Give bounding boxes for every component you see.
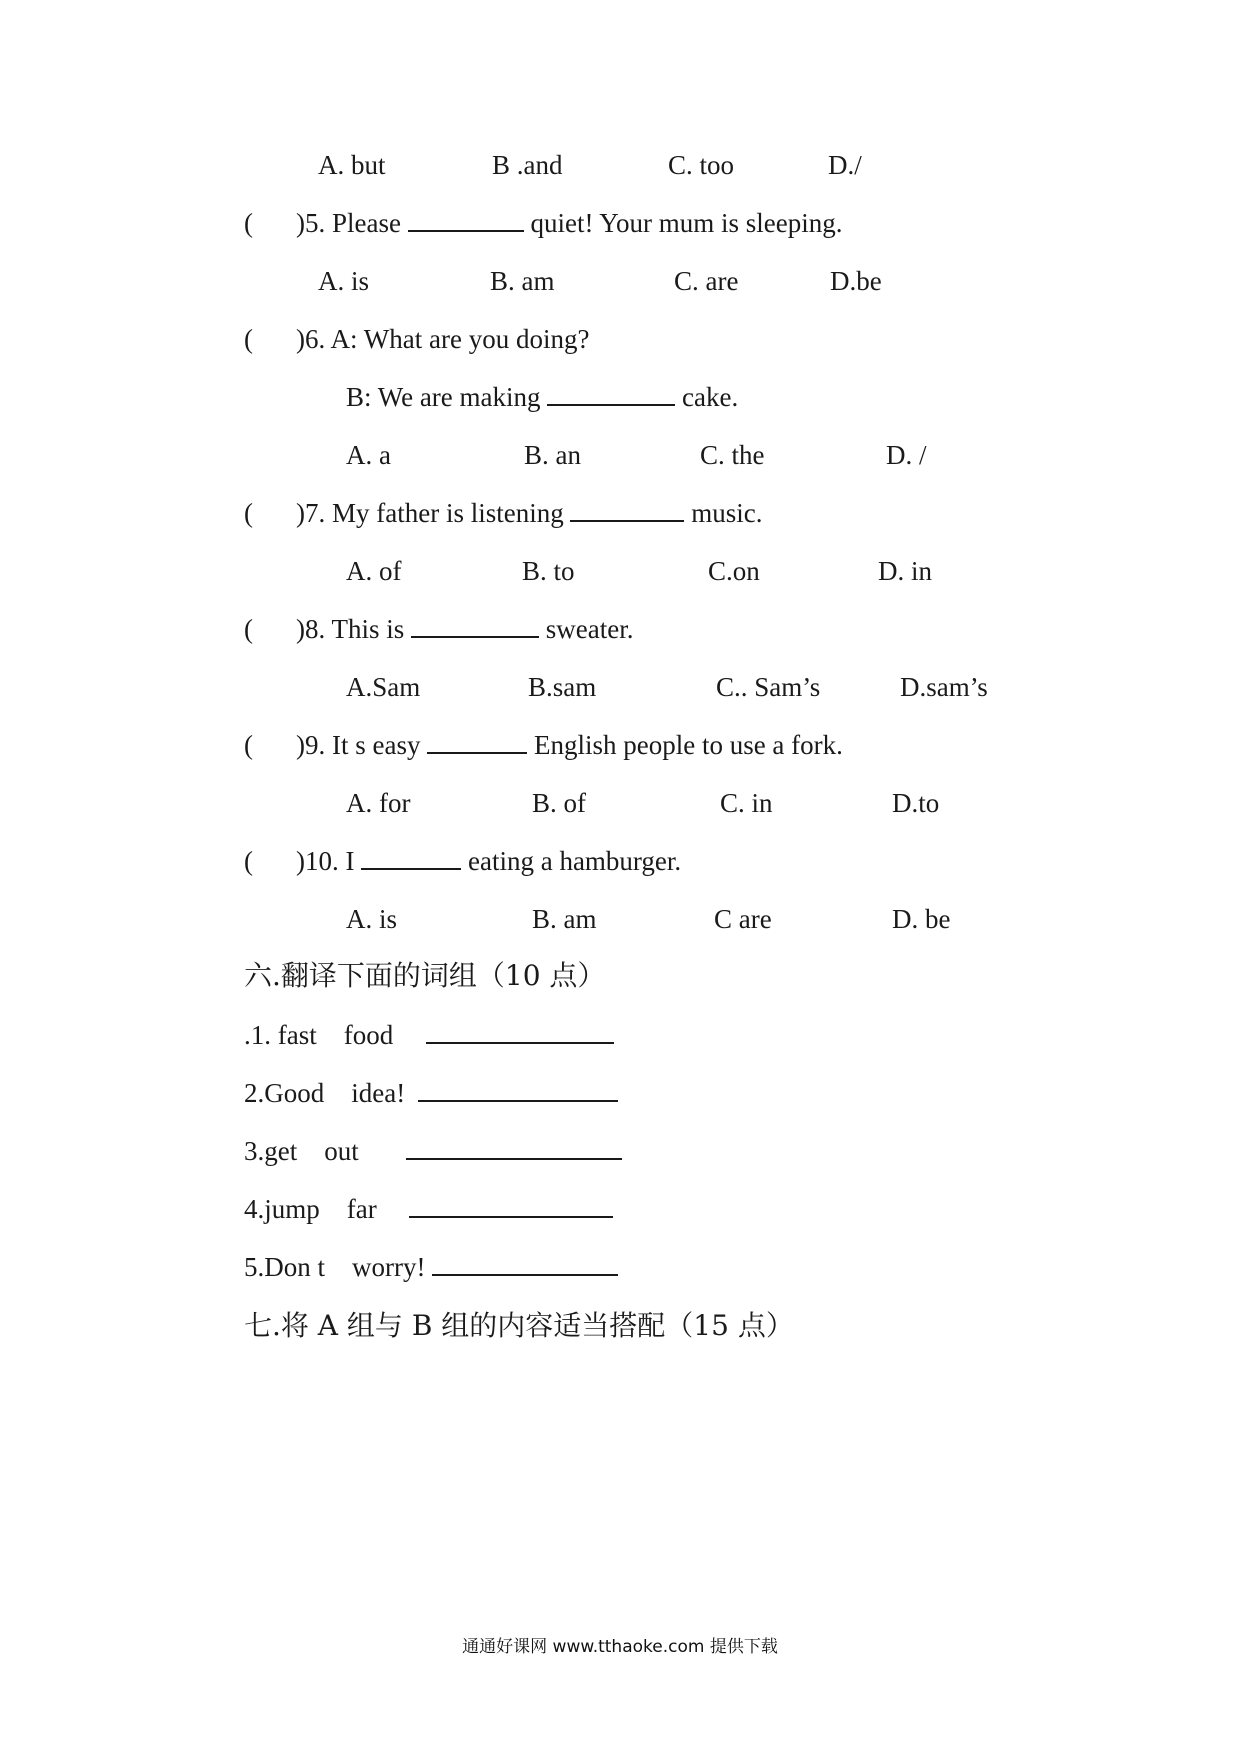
- question-7-stem: [296, 496, 762, 530]
- stem-pre: )8. This is: [296, 614, 405, 644]
- answer-blank[interactable]: [418, 1078, 618, 1102]
- option-c: C. in: [720, 788, 773, 818]
- page-footer: 通通好课网 www.tthaoke.com 提供下载: [462, 1637, 778, 1657]
- answer-paren: (: [244, 846, 253, 876]
- option-c: C.on: [708, 556, 760, 586]
- stem-pre: )10. I: [296, 846, 355, 876]
- answer-blank[interactable]: [409, 1194, 613, 1218]
- answer-blank[interactable]: [406, 1136, 622, 1160]
- option-b: B.sam: [528, 672, 597, 702]
- answer-blank[interactable]: [427, 730, 527, 754]
- option-d: D. be: [892, 904, 951, 934]
- translation-item: [244, 1192, 613, 1226]
- q4-option-c: C. too: [668, 150, 735, 180]
- sub-pre: B: We are making: [346, 382, 541, 412]
- option-a: A. is: [346, 904, 398, 934]
- option-b: B. am: [490, 266, 555, 296]
- translation-item: [244, 1076, 618, 1110]
- answer-paren: (: [244, 614, 253, 644]
- answer-blank[interactable]: [570, 498, 684, 522]
- answer-paren: (: [244, 324, 253, 354]
- option-c: C. are: [674, 266, 739, 296]
- stem-pre: )5. Please: [296, 208, 401, 238]
- question-8-stem: [296, 612, 633, 646]
- option-b: B. of: [532, 788, 586, 818]
- option-a: A. is: [318, 266, 370, 296]
- sub-post: cake.: [682, 382, 739, 412]
- option-b: B. to: [522, 556, 575, 586]
- stem-post: English people to use a fork.: [533, 730, 843, 760]
- stem-post: quiet! Your mum is sleeping.: [530, 208, 843, 238]
- option-c: C.. Sam’s: [716, 672, 821, 702]
- answer-blank[interactable]: [426, 1020, 614, 1044]
- item-text: .1. fast food: [244, 1020, 394, 1050]
- item-text: 5.Don t worry!: [244, 1252, 426, 1282]
- option-b: B. an: [524, 440, 581, 470]
- option-a: A.Sam: [346, 672, 421, 702]
- option-d: D. in: [878, 556, 932, 586]
- answer-blank[interactable]: [361, 846, 461, 870]
- q4-option-b: B .and: [492, 150, 563, 180]
- answer-blank[interactable]: [547, 382, 675, 406]
- option-c: C are: [714, 904, 772, 934]
- option-c: C. the: [700, 440, 765, 470]
- translation-item: [244, 1018, 614, 1052]
- section-6-title: 六.翻译下面的词组（10 点）: [244, 959, 606, 992]
- stem-pre: )7. My father is listening: [296, 498, 564, 528]
- answer-paren: (: [244, 208, 253, 238]
- option-a: A. of: [346, 556, 402, 586]
- option-d: D.to: [892, 788, 940, 818]
- answer-blank[interactable]: [408, 208, 524, 232]
- option-d: D. /: [886, 440, 927, 470]
- q4-option-a: A. but: [318, 150, 386, 180]
- stem-post: eating a hamburger.: [467, 846, 682, 876]
- section-7-title: 七.将 A 组与 B 组的内容适当搭配（15 点）: [244, 1309, 794, 1342]
- question-9-stem: [296, 728, 843, 762]
- stem-post: music.: [691, 498, 763, 528]
- answer-paren: (: [244, 730, 253, 760]
- option-a: A. for: [346, 788, 411, 818]
- item-text: 2.Good idea!: [244, 1078, 406, 1108]
- question-5-stem: [296, 206, 842, 240]
- stem-pre: )9. It s easy: [296, 730, 421, 760]
- item-text: 3.get out: [244, 1136, 359, 1166]
- answer-paren: (: [244, 498, 253, 528]
- stem-post: sweater.: [545, 614, 634, 644]
- translation-item: [244, 1250, 618, 1284]
- answer-blank[interactable]: [411, 614, 539, 638]
- option-a: A. a: [346, 440, 391, 470]
- answer-blank[interactable]: [432, 1252, 618, 1276]
- translation-item: [244, 1134, 622, 1168]
- question-6-stem: )6. A: What are you doing?: [296, 324, 590, 354]
- option-d: D.sam’s: [900, 672, 988, 702]
- q4-option-d: D./: [828, 150, 862, 180]
- question-6-sub: [346, 380, 738, 414]
- option-b: B. am: [532, 904, 597, 934]
- question-10-stem: [296, 844, 681, 878]
- item-text: 4.jump far: [244, 1194, 377, 1224]
- option-d: D.be: [830, 266, 882, 296]
